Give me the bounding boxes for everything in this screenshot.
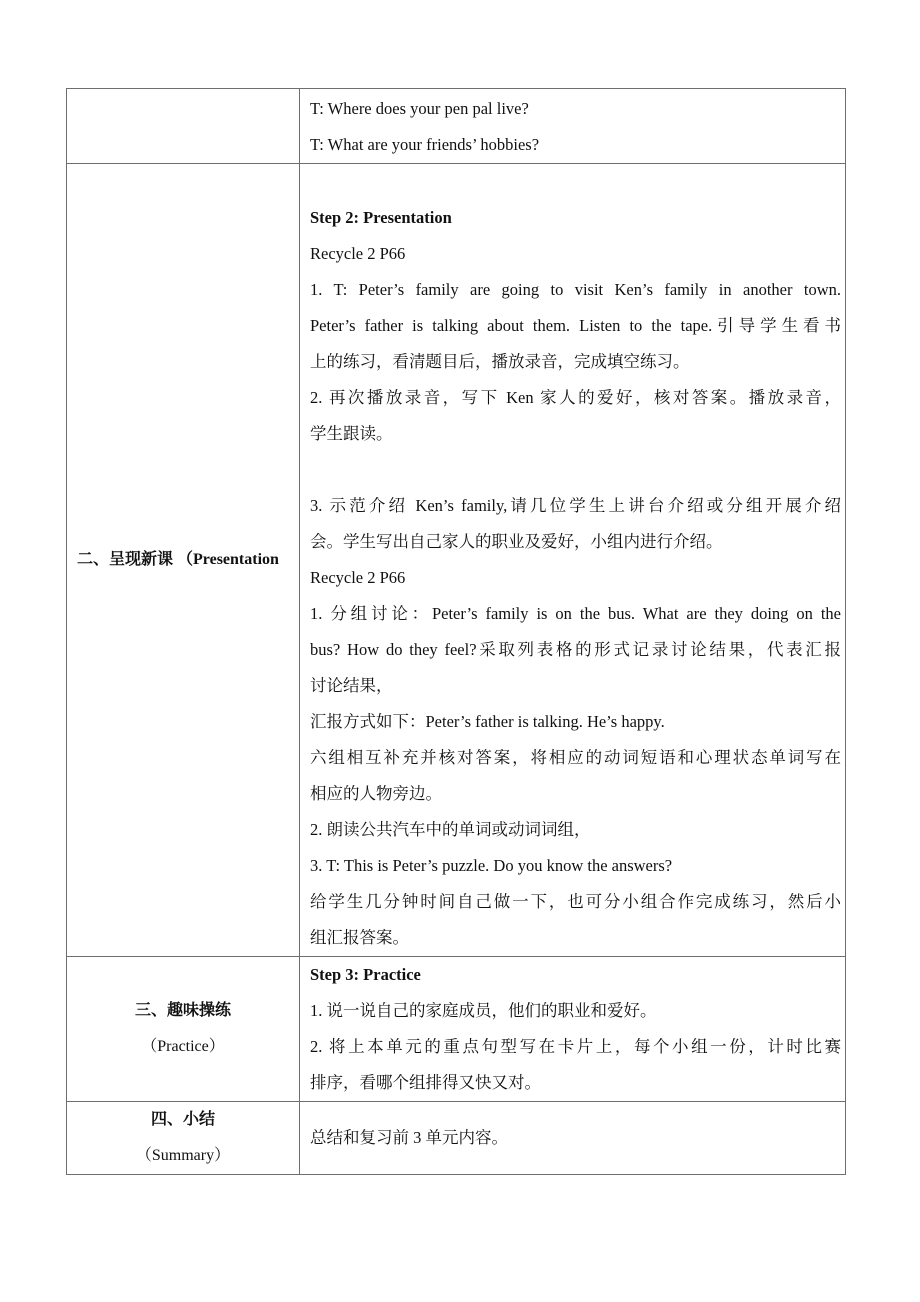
- content-line: 2. 朗读公共汽车中的单词或动词词组，: [310, 820, 591, 839]
- content-line: 排序，看哪个组排得又快又对。: [310, 1073, 541, 1092]
- content-line: 1. 说一说自己的家庭成员，他们的职业和爱好。: [310, 1001, 657, 1020]
- table-row-warmup-continued: [67, 89, 846, 164]
- content-line: Recycle 2 P66: [310, 568, 406, 587]
- step-heading: Step 2: Presentation: [310, 208, 452, 227]
- section-label-cell: [67, 164, 300, 957]
- section-label-practice: 三、趣味操练: [134, 1002, 231, 1019]
- content-line: 3. 示范介绍 Ken’s family,请几位学生上讲台介绍或分组开展介绍: [310, 496, 841, 515]
- content-line: 会。学生写出自己家人的职业及爱好，小组内进行介绍。: [310, 532, 723, 551]
- section-label-cell: [67, 957, 300, 1102]
- content-line: T: Where does your pen pal live?: [310, 99, 529, 118]
- content-cell: [300, 89, 846, 164]
- content-line: 3. T: This is Peter’s puzzle. Do you know the answers?: [310, 856, 673, 875]
- table-row-summary: [67, 1102, 846, 1175]
- content-line: 总结和复习前 3 单元内容。: [310, 1128, 508, 1147]
- table-row-presentation: [67, 164, 846, 957]
- content-line: 2. 再次播放录音，写下 Ken 家人的爱好，核对答案。播放录音，: [310, 388, 841, 407]
- content-line: 相应的人物旁边。: [310, 784, 442, 803]
- content-line: 给学生几分钟时间自己做一下，也可分小组合作完成练习，然后小: [310, 892, 841, 911]
- content-line: Peter’s father is talking about them. Listen to the tape.引导学生看书: [310, 316, 841, 335]
- section-label-cell: [67, 89, 300, 164]
- content-line: 讨论结果，: [310, 676, 393, 695]
- content-line: 学生跟读。: [310, 424, 393, 443]
- section-label-practice-en: （Practice）: [141, 1038, 225, 1055]
- lesson-plan-table: [66, 88, 846, 1175]
- content-cell: [300, 957, 846, 1102]
- content-line: T: What are your friends’ hobbies?: [310, 135, 540, 154]
- content-line: bus? How do they feel?采取列表格的形式记录讨论结果，代表汇报: [310, 640, 841, 659]
- content-line: 1. 分组讨论：Peter’s family is on the bus. What are they doing on the: [310, 604, 841, 623]
- content-line: 汇报方式如下：Peter’s father is talking. He’s happy.: [310, 712, 665, 731]
- content-line: 六组相互补充并核对答案，将相应的动词短语和心理状态单词写在: [310, 748, 841, 767]
- content-line: 2. 将上本单元的重点句型写在卡片上，每个小组一份，计时比赛: [310, 1037, 841, 1056]
- section-label-cell: [67, 1102, 300, 1175]
- content-line: 1. T: Peter’s family are going to visit Ken’s family in another town.: [310, 280, 841, 299]
- content-line: Recycle 2 P66: [310, 244, 406, 263]
- section-label-summary-en: （Summary）: [135, 1147, 231, 1164]
- section-label-summary: 四、小结: [150, 1111, 215, 1128]
- content-cell: [300, 164, 846, 957]
- content-line: 上的练习，看清题目后，播放录音，完成填空练习。: [310, 352, 690, 371]
- section-label-presentation: 二、呈现新课 （Presentation: [77, 551, 279, 568]
- blank-line: [310, 452, 841, 488]
- content-line: 组汇报答案。: [310, 928, 409, 947]
- content-cell: [300, 1102, 846, 1175]
- table-row-practice: [67, 957, 846, 1102]
- step-heading: Step 3: Practice: [310, 965, 421, 984]
